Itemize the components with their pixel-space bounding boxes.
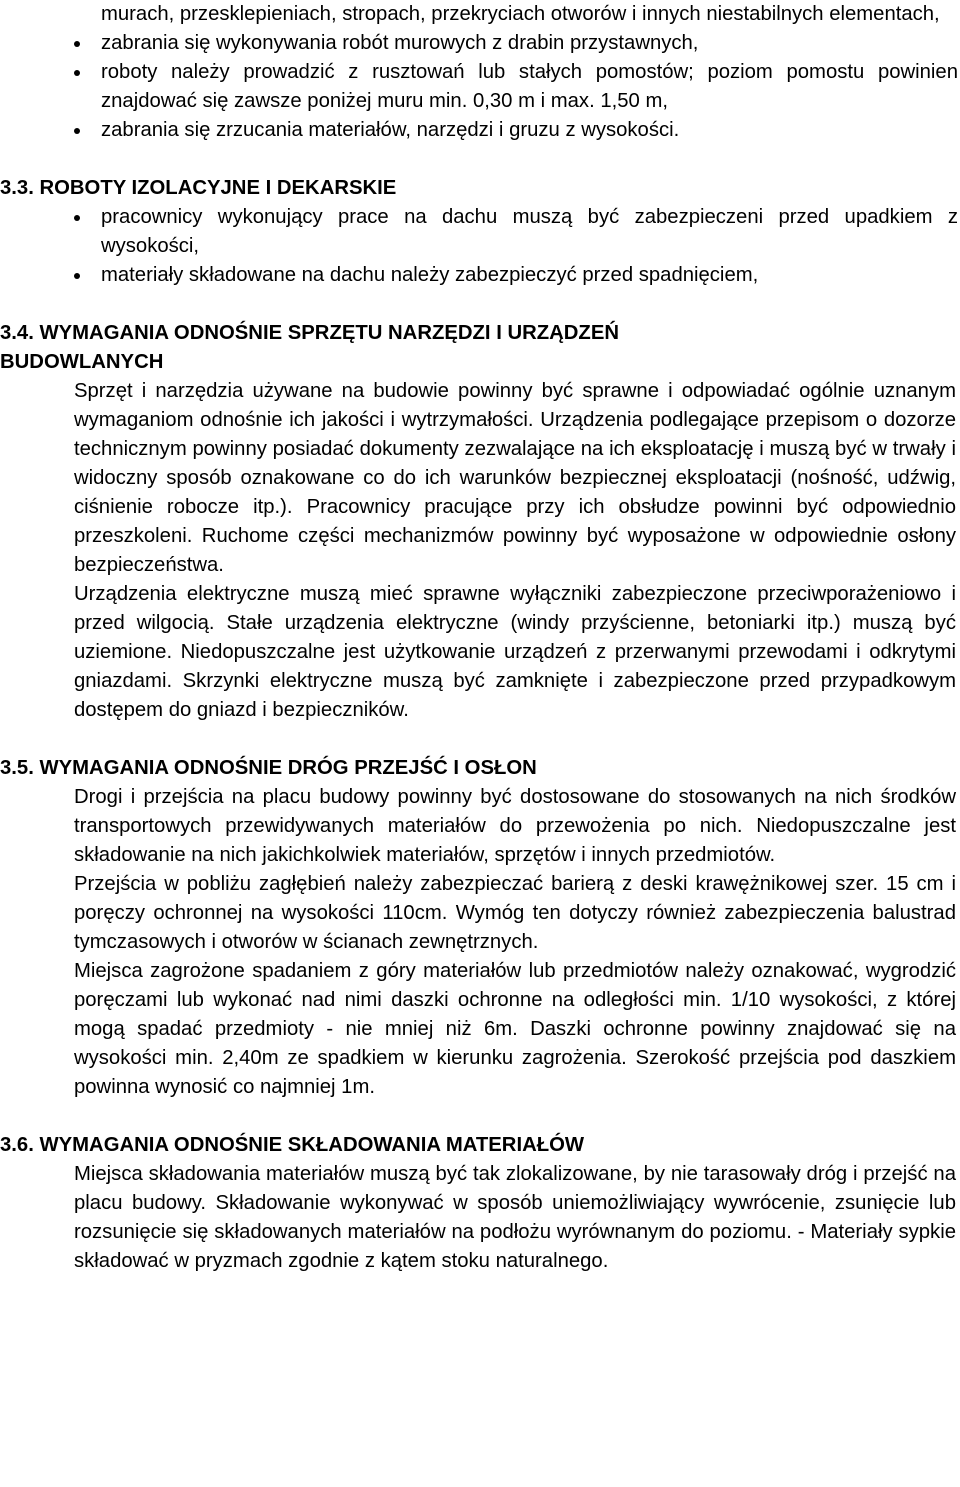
list-item: zabrania się zrzucania materiałów, narzędzi i gruzu z wysokości.	[0, 116, 960, 145]
paragraph: Miejsca składowania materiałów muszą być tak zlokalizowane, by nie tarasowały dróg i przejść na placu budowy. Składowanie wykonywać w sposób uniemożliwiający wywrócenie, zsunięcie lub rozsunięcie się składowanych materiałów na podłożu wyrównanym do poziomu. - Materiały sypkie składować w pryzmach zgodnie z kątem stoku naturalnego.	[74, 1163, 956, 1272]
section-title: WYMAGANIA ODNOŚNIE SPRZĘTU NARZĘDZI I URZĄDZEŃ	[39, 322, 619, 344]
section-3-3	[0, 174, 960, 290]
section-title: WYMAGANIA ODNOŚNIE SKŁADOWANIA MATERIAŁÓW	[39, 1134, 585, 1156]
paragraph: Drogi i przejścia na placu budowy powinny być dostosowane do stosowanych na nich środków transportowych przewidywanych materiałów do przewożenia po nich. Niedopuszczalne jest składowanie na nich jakichkolwiek materiałów, sprzętów i innych przedmiotów.	[74, 786, 956, 866]
section-3-6	[0, 1131, 960, 1276]
section-heading	[0, 319, 960, 377]
paragraph: Przejścia w pobliżu zagłębień należy zabezpieczać barierą z deski krawężnikowej szer. 15 cm i poręczy ochronnej na wysokości 110cm. Wymóg ten dotyczy również zabezpieczenia balustrad tymczasowych i otworów w ścianach zewnętrznych.	[74, 873, 956, 953]
list-item-continuation: murach, przesklepieniach, stropach, przekryciach otworów i innych niestabilnych elementach,	[101, 3, 940, 25]
list-item: roboty należy prowadzić z rusztowań lub stałych pomostów; poziom pomostu powinien znajdować się zawsze poniżej muru min. 0,30 m i max. 1,50 m,	[0, 58, 960, 116]
paragraph: Sprzęt i narzędzia używane na budowie powinny być sprawne i odpowiadać ogólnie uznanym wymaganiom odnośnie ich jakości i wytrzymałości. Urządzenia podlegające przepisom o dozorze technicznym powinny posiadać dokumenty zezwalające na ich eksploatację i muszą być w trwały i widoczny sposób oznakowane co do ich warunków bezpiecznej eksploatacji (nośność, udźwig, ciśnienie robocze itp.). Pracownicy pracujące przy ich obsłudze powinni być odpowiednio przeszkoleni. Ruchome części mechanizmów powinny być wyposażone w odpowiednie osłony bezpieczeństwa.	[74, 380, 956, 576]
list-item: zabrania się wykonywania robót murowych z drabin przystawnych,	[0, 29, 960, 58]
section-3-4	[0, 319, 960, 725]
bullet-list	[0, 203, 960, 290]
section-title-continuation: BUDOWLANYCH	[0, 351, 164, 373]
list-item: materiały składowane na dachu należy zabezpieczyć przed spadnięciem,	[0, 261, 960, 290]
section-heading	[0, 754, 960, 783]
section-heading	[0, 174, 960, 203]
section-number: 3.5.	[0, 757, 34, 779]
top-list	[0, 0, 960, 145]
section-number: 3.6.	[0, 1134, 34, 1156]
section-number: 3.3.	[0, 177, 34, 199]
section-heading	[0, 1131, 960, 1160]
section-number: 3.4.	[0, 322, 34, 344]
paragraph: Urządzenia elektryczne muszą mieć sprawne wyłączniki zabezpieczone przeciwporażeniowo i przed wilgocią. Stałe urządzenia elektryczne (windy przyścienne, betoniarki itp.) muszą być uziemione. Niedopuszczalne jest użytkowanie urządzeń z przerwanymi przewodami i odkrytymi gniazdami. Skrzynki elektryczne muszą być zamknięte i zabezpieczone przed przypadkowym dostępem do gniazd i bezpieczników.	[74, 583, 956, 721]
bullet-list	[0, 29, 960, 145]
list-item: pracownicy wykonujący prace na dachu muszą być zabezpieczeni przed upadkiem z wysokości,	[0, 203, 960, 261]
paragraph: Miejsca zagrożone spadaniem z góry materiałów lub przedmiotów należy oznakować, wygrodzić poręczami lub wykonać nad nimi daszki ochronne na odległości min. 1/10 wysokości, z której mogą spadać przedmioty - nie mniej niż 6m. Daszki ochronne powinny znajdować się na wysokości min. 2,40m ze spadkiem w kierunku zagrożenia. Szerokość przejścia pod daszkiem powinna wynosić co najmniej 1m.	[74, 960, 956, 1098]
section-title: WYMAGANIA ODNOŚNIE DRÓG PRZEJŚĆ I OSŁON	[39, 757, 537, 779]
section-3-5	[0, 754, 960, 1102]
section-title: ROBOTY IZOLACYJNE I DEKARSKIE	[39, 177, 397, 199]
